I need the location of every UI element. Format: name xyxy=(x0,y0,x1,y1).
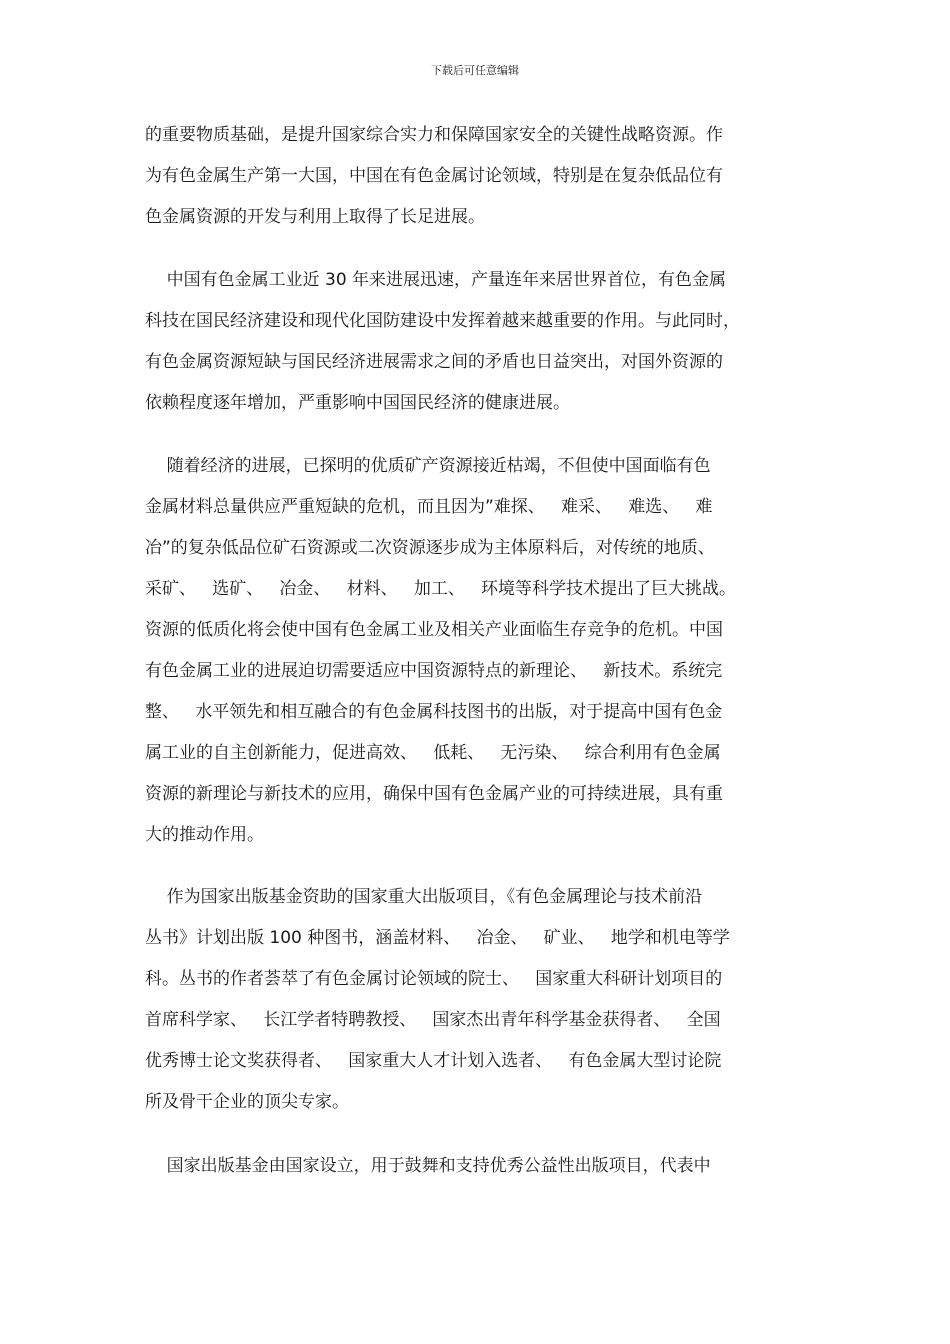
text-line: 资源的新理论与新技术的应用，确保中国有色金属产业的可持续进展，具有重 xyxy=(145,784,723,804)
text-line: 采矿、 选矿、 冶金、 材料、 加工、 环境等科学技术提出了巨大挑战。 xyxy=(145,579,737,599)
text-line: 金属材料总量供应严重短缺的危机，而且因为”难探、 难采、 难选、 难 xyxy=(145,497,713,517)
text-line: 科。丛书的作者荟萃了有色金属讨论领域的院士、 国家重大科研计划项目的 xyxy=(145,969,723,989)
text-line: 首席科学家、 长江学者特聘教授、 国家杰出青年科学基金获得者、 全国 xyxy=(145,1010,721,1030)
text-line: 的重要物质基础，是提升国家综合实力和保障国家安全的关键性战略资源。作 xyxy=(145,125,723,145)
text-line: 中国有色金属工业近 30 年来进展迅速，产量连年来居世界首位，有色金属 xyxy=(145,270,727,290)
text-line: 丛书》计划出版 100 种图书，涵盖材料、 冶金、 矿业、 地学和机电等学 xyxy=(145,928,730,948)
text-line: 有色金属资源短缺与国民经济进展需求之间的矛盾也日益突出，对国外资源的 xyxy=(145,352,723,372)
text-line: 作为国家出版基金资助的国家重大出版项目，《有色金属理论与技术前沿 xyxy=(145,887,703,907)
text-line: 优秀博士论文奖获得者、 国家重大人才计划入选者、 有色金属大型讨论院 xyxy=(145,1051,722,1071)
text-line: 科技在国民经济建设和现代化国防建设中发挥着越来越重要的作用。与此同时， xyxy=(145,311,740,331)
text-line: 依赖程度逐年增加，严重影响中国国民经济的健康进展。 xyxy=(145,393,570,413)
text-line: 属工业的自主创新能力，促进高效、 低耗、 无污染、 综合利用有色金属 xyxy=(145,743,721,763)
text-line: 资源的低质化将会使中国有色金属工业及相关产业面临生存竞争的危机。中国 xyxy=(145,620,723,640)
text-line: 色金属资源的开发与利用上取得了长足进展。 xyxy=(145,207,485,227)
text-line: 整、 水平领先和相互融合的有色金属科技图书的出版，对于提高中国有色金 xyxy=(145,702,723,722)
text-line: 大的推动作用。 xyxy=(145,825,264,845)
text-line: 国家出版基金由国家设立，用于鼓舞和支持优秀公益性出版项目，代表中 xyxy=(145,1156,711,1176)
text-line: 为有色金属生产第一大国，中国在有色金属讨论领域，特别是在复杂低品位有 xyxy=(145,166,723,186)
page-header: 下载后可任意编辑 xyxy=(431,64,519,77)
text-line: 随着经济的进展，已探明的优质矿产资源接近枯竭，不但使中国面临有色 xyxy=(145,456,711,476)
text-line: 有色金属工业的进展迫切需要适应中国资源特点的新理论、 新技术。系统完 xyxy=(145,661,723,681)
text-line: 所及骨干企业的顶尖专家。 xyxy=(145,1092,349,1112)
text-line: 冶”的复杂低品位矿石资源或二次资源逐步成为主体原料后，对传统的地质、 xyxy=(145,538,715,558)
